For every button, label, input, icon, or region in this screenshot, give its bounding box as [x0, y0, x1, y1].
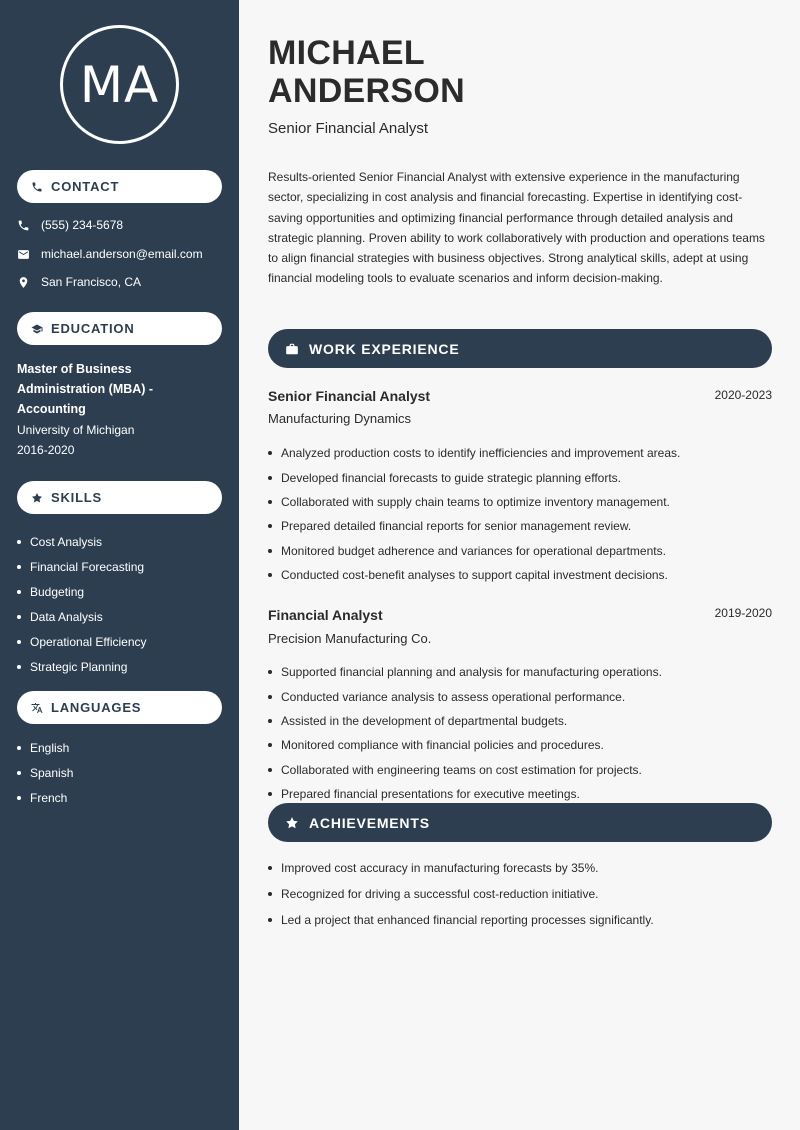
job-title: Financial Analyst: [268, 607, 383, 623]
skill-item: Financial Forecasting: [17, 554, 147, 579]
skills-heading: [17, 481, 222, 514]
job-bullet: Monitored compliance with financial policies and procedures.: [268, 733, 772, 757]
contact-phone[interactable]: [17, 218, 123, 232]
skills-list: [17, 529, 147, 679]
job-bullet: Conducted cost-benefit analyses to support capital investment decisions.: [268, 563, 772, 587]
location-pin-icon: [17, 276, 30, 289]
language-item: English: [17, 735, 73, 760]
job-company: Manufacturing Dynamics: [268, 411, 412, 426]
job-bullet: Supported financial planning and analysis for manufacturing operations.: [268, 660, 772, 684]
monogram-avatar: MA: [60, 25, 179, 144]
name-last: ANDERSON: [268, 72, 465, 110]
skills-heading-label: SKILLS: [51, 490, 103, 505]
skill-item: Cost Analysis: [17, 529, 147, 554]
skill-item: Budgeting: [17, 579, 147, 604]
job-bullets: [268, 441, 772, 587]
job-company: Precision Manufacturing Co.: [268, 631, 432, 646]
contact-location: [17, 275, 141, 289]
achievement-item: Led a project that enhanced financial reporting processes significantly.: [268, 907, 772, 933]
phone-icon: [17, 219, 30, 232]
contact-heading: [17, 170, 222, 203]
education-years: 2016-2020: [17, 443, 75, 457]
job-bullet: Analyzed production costs to identify inefficiencies and improvement areas.: [268, 441, 772, 465]
achievement-item: Improved cost accuracy in manufacturing forecasts by 35%.: [268, 855, 772, 881]
star-icon: [31, 492, 43, 504]
graduation-cap-icon: [31, 323, 43, 335]
skill-item: Data Analysis: [17, 604, 147, 629]
candidate-name: [268, 34, 465, 110]
translate-icon: [31, 702, 43, 714]
job-dates: 2020-2023: [714, 388, 772, 402]
languages-heading: [17, 691, 222, 724]
phone-text: (555) 234-5678: [41, 218, 124, 232]
job-dates: 2019-2020: [714, 606, 772, 620]
work-heading-label: WORK EXPERIENCE: [309, 340, 460, 357]
job-title: Senior Financial Analyst: [268, 388, 431, 404]
contact-email[interactable]: [17, 247, 203, 261]
job-bullet: Monitored budget adherence and variances for operational departments.: [268, 539, 772, 563]
achievements-heading: [268, 803, 772, 842]
education-degree: Master of Business Administration (MBA) - Accounting: [17, 362, 154, 416]
candidate-title: Senior Financial Analyst: [268, 120, 429, 137]
email-text: michael.anderson@email.com: [41, 247, 203, 261]
job-bullet: Collaborated with supply chain teams to optimize inventory management.: [268, 490, 772, 514]
job-bullet: Prepared detailed financial reports for senior management review.: [268, 514, 772, 538]
skill-item: Operational Efficiency: [17, 629, 147, 654]
achievements-heading-label: ACHIEVEMENTS: [309, 814, 430, 831]
mail-icon: [17, 248, 30, 261]
languages-heading-label: LANGUAGES: [51, 700, 142, 715]
achievements-list: [268, 855, 772, 933]
education-school: University of Michigan: [17, 423, 135, 437]
job-bullet: Developed financial forecasts to guide strategic planning efforts.: [268, 465, 772, 489]
sidebar: [0, 0, 239, 1130]
summary-paragraph: Results-oriented Senior Financial Analyst with extensive experience in the manufacturing sector, specializing in cost analysis and financial forecasting. Expertise in identifying cost-saving opportunities and optimizing financial performance through detailed analysis and strategic planning. Proven ability to work collaboratively with production and operations teams to align financial strategies with business objectives. Strong analytical skills, adept at using financial modeling tools to evaluate scenarios and inform decision-making.: [268, 170, 765, 286]
name-first: MICHAEL: [268, 34, 425, 72]
skill-item: Strategic Planning: [17, 654, 147, 679]
education-heading: [17, 312, 222, 345]
language-item: Spanish: [17, 760, 73, 785]
phone-icon: [31, 181, 43, 193]
achievement-item: Recognized for driving a successful cost-reduction initiative.: [268, 881, 772, 907]
job-bullet: Assisted in the development of departmental budgets.: [268, 709, 772, 733]
star-icon: [285, 816, 299, 830]
job-bullet: Collaborated with engineering teams on cost estimation for projects.: [268, 758, 772, 782]
contact-heading-label: CONTACT: [51, 179, 120, 194]
job-bullet: Conducted variance analysis to assess operational performance.: [268, 684, 772, 708]
job-bullet: Prepared financial presentations for executive meetings.: [268, 782, 772, 806]
briefcase-icon: [285, 342, 299, 356]
education-heading-label: EDUCATION: [51, 321, 135, 336]
location-text: San Francisco, CA: [41, 275, 142, 289]
language-item: French: [17, 785, 73, 810]
work-experience-heading: [268, 329, 772, 368]
languages-list: [17, 735, 73, 810]
job-bullets: [268, 660, 772, 806]
